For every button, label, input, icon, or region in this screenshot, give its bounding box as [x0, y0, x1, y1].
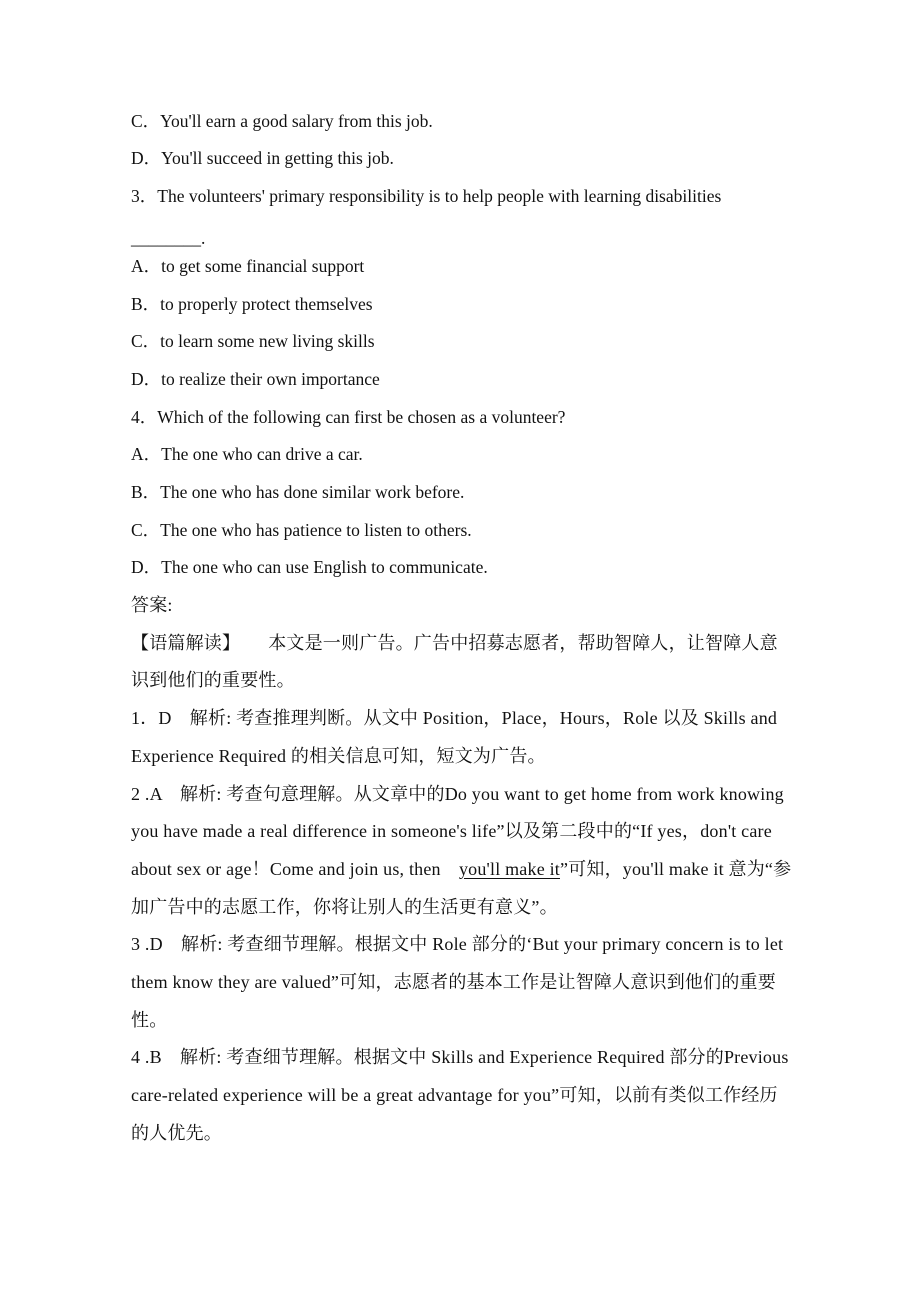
q3-option-b: B．to properly protect themselves — [131, 294, 373, 314]
q4-option-b: B．The one who has done similar work before. — [131, 482, 465, 502]
answer3-line3: 性。 — [131, 1010, 168, 1030]
answer3-line1: 3 .D 解析: 考查细节理解。根据文中 Role 部分的‘But your primary concern is to let — [131, 934, 784, 954]
q2-option-d: D．You'll succeed in getting this job. — [131, 148, 394, 168]
answer2-line3 — [131, 857, 791, 881]
answer4-line1: 4 .B 解析: 考查细节理解。根据文中 Skills and Experience Required 部分的Previous — [131, 1047, 789, 1067]
q2-option-c: C．You'll earn a good salary from this job. — [131, 111, 433, 131]
answer2-line3-pre: about sex or age！Come and join us, then — [131, 859, 459, 879]
q3-option-c: C．to learn some new living skills — [131, 331, 375, 351]
q4-option-d: D．The one who can use English to communicate. — [131, 557, 488, 577]
answer2-line4: 加广告中的志愿工作，你将让别人的生活更有意义”。 — [131, 897, 558, 917]
answers-heading: 答案: — [131, 595, 173, 615]
intro-text-1: 本文是一则广告。广告中招募志愿者，帮助智障人，让智障人意 — [268, 633, 778, 653]
answer3-line2: them know they are valued”可知，志愿者的基本工作是让智障人意识到他们的重要 — [131, 972, 776, 992]
answers-intro-line2: 识到他们的重要性。 — [131, 670, 295, 690]
intro-label: 【语篇解读】 — [131, 633, 241, 653]
q3-stem: 3．The volunteers' primary responsibility is to help people with learning disabilities — [131, 186, 722, 206]
q3-option-d: D．to realize their own importance — [131, 369, 380, 389]
answer4-line2: care-related experience will be a great advantage for you”可知，以前有类似工作经历 — [131, 1085, 778, 1105]
q4-option-a: A．The one who can drive a car. — [131, 444, 363, 464]
q3-blank: ________. — [131, 228, 206, 248]
answer1-line1: 1．D 解析: 考查推理判断。从文中 Position，Place，Hours，Role 以及 Skills and — [131, 708, 778, 728]
q4-option-c: C．The one who has patience to listen to others. — [131, 520, 472, 540]
q3-option-a: A．to get some financial support — [131, 256, 365, 276]
answer1-line2: Experience Required 的相关信息可知，短文为广告。 — [131, 746, 546, 766]
answers-intro-line1 — [131, 631, 778, 655]
answer2-underlined-phrase: you'll make it — [458, 859, 560, 879]
answer2-line2: you have made a real difference in someone's life”以及第二段中的“If yes，don't care — [131, 821, 772, 841]
answer4-line3: 的人优先。 — [131, 1123, 222, 1143]
answer2-line3-post: ”可知，you'll make it 意为“参 — [559, 859, 792, 879]
answer2-line1: 2 .A 解析: 考查句意理解。从文章中的Do you want to get home from work knowing — [131, 784, 784, 804]
q4-stem: 4．Which of the following can first be chosen as a volunteer? — [131, 407, 566, 427]
